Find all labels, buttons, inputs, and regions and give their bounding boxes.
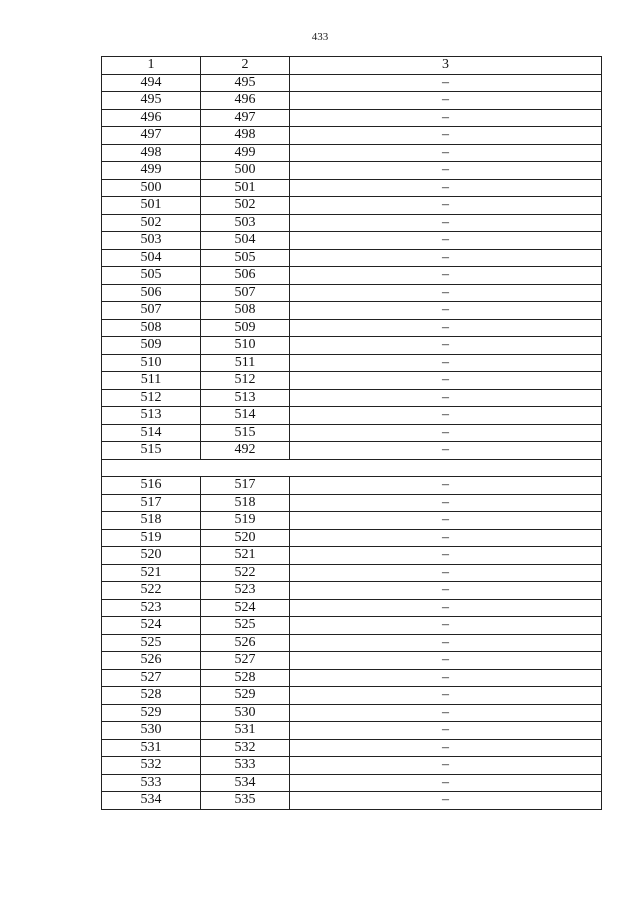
cell-col-1: 521 (102, 564, 201, 582)
cell-col-1: 531 (102, 739, 201, 757)
cell-col-2: 512 (201, 372, 290, 390)
cell-col-3: – (290, 722, 602, 740)
cell-col-3: – (290, 179, 602, 197)
cell-col-2: 531 (201, 722, 290, 740)
cell-col-3: – (290, 757, 602, 775)
cell-col-3: – (290, 477, 602, 495)
cell-col-2: 522 (201, 564, 290, 582)
cell-col-3: – (290, 774, 602, 792)
cell-col-3: – (290, 407, 602, 425)
cell-col-3: – (290, 669, 602, 687)
table-row (102, 179, 602, 197)
column-header-1: 1 (102, 57, 201, 75)
cell-col-1: 518 (102, 512, 201, 530)
cell-col-3: – (290, 197, 602, 215)
cell-col-2: 514 (201, 407, 290, 425)
data-table (101, 56, 602, 810)
cell-col-1: 517 (102, 494, 201, 512)
cell-col-1: 505 (102, 267, 201, 285)
cell-col-3: – (290, 372, 602, 390)
cell-col-3: – (290, 232, 602, 250)
cell-col-1: 513 (102, 407, 201, 425)
cell-col-3: – (290, 442, 602, 460)
cell-col-2: 530 (201, 704, 290, 722)
cell-col-3: – (290, 389, 602, 407)
cell-col-1: 529 (102, 704, 201, 722)
cell-col-2: 523 (201, 582, 290, 600)
table-row (102, 127, 602, 145)
cell-col-3: – (290, 162, 602, 180)
cell-col-1: 530 (102, 722, 201, 740)
table-row (102, 652, 602, 670)
table-row (102, 669, 602, 687)
cell-col-3: – (290, 214, 602, 232)
cell-col-2: 521 (201, 547, 290, 565)
table-body-group-1 (102, 74, 602, 459)
cell-col-1: 526 (102, 652, 201, 670)
header-row (102, 57, 602, 75)
cell-col-3: – (290, 354, 602, 372)
cell-col-3: – (290, 652, 602, 670)
cell-col-3: – (290, 547, 602, 565)
cell-col-1: 532 (102, 757, 201, 775)
cell-col-2: 520 (201, 529, 290, 547)
cell-col-1: 515 (102, 442, 201, 460)
table-row (102, 109, 602, 127)
cell-col-3: – (290, 92, 602, 110)
table-row (102, 739, 602, 757)
cell-col-1: 527 (102, 669, 201, 687)
table-row (102, 302, 602, 320)
table-row (102, 424, 602, 442)
cell-col-1: 494 (102, 74, 201, 92)
cell-col-2: 501 (201, 179, 290, 197)
table-row (102, 687, 602, 705)
cell-col-1: 503 (102, 232, 201, 250)
table-row (102, 354, 602, 372)
cell-col-2: 498 (201, 127, 290, 145)
table-row (102, 92, 602, 110)
table-row (102, 792, 602, 810)
cell-col-2: 529 (201, 687, 290, 705)
cell-col-1: 501 (102, 197, 201, 215)
cell-col-2: 500 (201, 162, 290, 180)
cell-col-2: 497 (201, 109, 290, 127)
cell-col-2: 524 (201, 599, 290, 617)
cell-col-3: – (290, 127, 602, 145)
table-row (102, 197, 602, 215)
table-header (102, 57, 602, 75)
cell-col-1: 499 (102, 162, 201, 180)
cell-col-3: – (290, 74, 602, 92)
table-row (102, 337, 602, 355)
cell-col-1: 533 (102, 774, 201, 792)
table-row (102, 442, 602, 460)
cell-col-2: 504 (201, 232, 290, 250)
table-row (102, 407, 602, 425)
table-row (102, 284, 602, 302)
cell-col-2: 499 (201, 144, 290, 162)
cell-col-2: 528 (201, 669, 290, 687)
table-row (102, 232, 602, 250)
cell-col-1: 500 (102, 179, 201, 197)
cell-col-2: 505 (201, 249, 290, 267)
cell-col-3: – (290, 704, 602, 722)
cell-col-2: 517 (201, 477, 290, 495)
cell-col-3: – (290, 512, 602, 530)
table-row (102, 599, 602, 617)
cell-col-3: – (290, 792, 602, 810)
table-row (102, 162, 602, 180)
cell-col-1: 495 (102, 92, 201, 110)
cell-col-1: 509 (102, 337, 201, 355)
cell-col-2: 535 (201, 792, 290, 810)
cell-col-2: 509 (201, 319, 290, 337)
table-row (102, 494, 602, 512)
cell-col-3: – (290, 319, 602, 337)
cell-col-1: 525 (102, 634, 201, 652)
table-row (102, 319, 602, 337)
table-row (102, 477, 602, 495)
cell-col-2: 510 (201, 337, 290, 355)
table-row (102, 529, 602, 547)
cell-col-2: 495 (201, 74, 290, 92)
cell-col-3: – (290, 599, 602, 617)
cell-col-3: – (290, 564, 602, 582)
cell-col-1: 511 (102, 372, 201, 390)
cell-col-3: – (290, 529, 602, 547)
cell-col-3: – (290, 739, 602, 757)
cell-col-3: – (290, 634, 602, 652)
cell-col-1: 502 (102, 214, 201, 232)
cell-col-2: 511 (201, 354, 290, 372)
cell-col-3: – (290, 109, 602, 127)
table-row (102, 704, 602, 722)
cell-col-2: 506 (201, 267, 290, 285)
table-row (102, 757, 602, 775)
cell-col-3: – (290, 582, 602, 600)
cell-col-2: 503 (201, 214, 290, 232)
cell-col-2: 519 (201, 512, 290, 530)
cell-col-3: – (290, 267, 602, 285)
cell-col-2: 518 (201, 494, 290, 512)
table-row (102, 74, 602, 92)
cell-col-1: 498 (102, 144, 201, 162)
cell-col-3: – (290, 617, 602, 635)
cell-col-1: 522 (102, 582, 201, 600)
cell-col-1: 504 (102, 249, 201, 267)
cell-col-1: 512 (102, 389, 201, 407)
cell-col-2: 507 (201, 284, 290, 302)
table-row (102, 722, 602, 740)
cell-col-1: 519 (102, 529, 201, 547)
cell-col-3: – (290, 144, 602, 162)
cell-col-1: 516 (102, 477, 201, 495)
column-header-2: 2 (201, 57, 290, 75)
cell-col-3: – (290, 337, 602, 355)
cell-col-1: 514 (102, 424, 201, 442)
table-row (102, 214, 602, 232)
cell-col-2: 532 (201, 739, 290, 757)
table-body-group-2 (102, 477, 602, 810)
column-header-3: 3 (290, 57, 602, 75)
spacer-cell (102, 459, 602, 477)
table-row (102, 249, 602, 267)
cell-col-1: 520 (102, 547, 201, 565)
cell-col-1: 497 (102, 127, 201, 145)
cell-col-1: 507 (102, 302, 201, 320)
cell-col-2: 525 (201, 617, 290, 635)
cell-col-2: 533 (201, 757, 290, 775)
cell-col-2: 515 (201, 424, 290, 442)
table-row (102, 512, 602, 530)
table-row (102, 582, 602, 600)
table-row (102, 144, 602, 162)
cell-col-1: 523 (102, 599, 201, 617)
spacer-row (102, 459, 602, 477)
cell-col-2: 534 (201, 774, 290, 792)
table-row (102, 634, 602, 652)
cell-col-2: 502 (201, 197, 290, 215)
table-row (102, 547, 602, 565)
cell-col-2: 508 (201, 302, 290, 320)
cell-col-3: – (290, 302, 602, 320)
page-number: 433 (311, 31, 329, 43)
cell-col-1: 508 (102, 319, 201, 337)
cell-col-1: 506 (102, 284, 201, 302)
cell-col-3: – (290, 424, 602, 442)
cell-col-2: 496 (201, 92, 290, 110)
cell-col-3: – (290, 687, 602, 705)
cell-col-2: 492 (201, 442, 290, 460)
cell-col-2: 526 (201, 634, 290, 652)
cell-col-3: – (290, 249, 602, 267)
table-row (102, 774, 602, 792)
cell-col-1: 510 (102, 354, 201, 372)
cell-col-1: 524 (102, 617, 201, 635)
cell-col-2: 513 (201, 389, 290, 407)
cell-col-3: – (290, 284, 602, 302)
cell-col-1: 496 (102, 109, 201, 127)
table-row (102, 372, 602, 390)
cell-col-1: 528 (102, 687, 201, 705)
table-row (102, 389, 602, 407)
table-spacer (102, 459, 602, 477)
table-row (102, 564, 602, 582)
table-row (102, 617, 602, 635)
cell-col-1: 534 (102, 792, 201, 810)
table-row (102, 267, 602, 285)
cell-col-3: – (290, 494, 602, 512)
cell-col-2: 527 (201, 652, 290, 670)
